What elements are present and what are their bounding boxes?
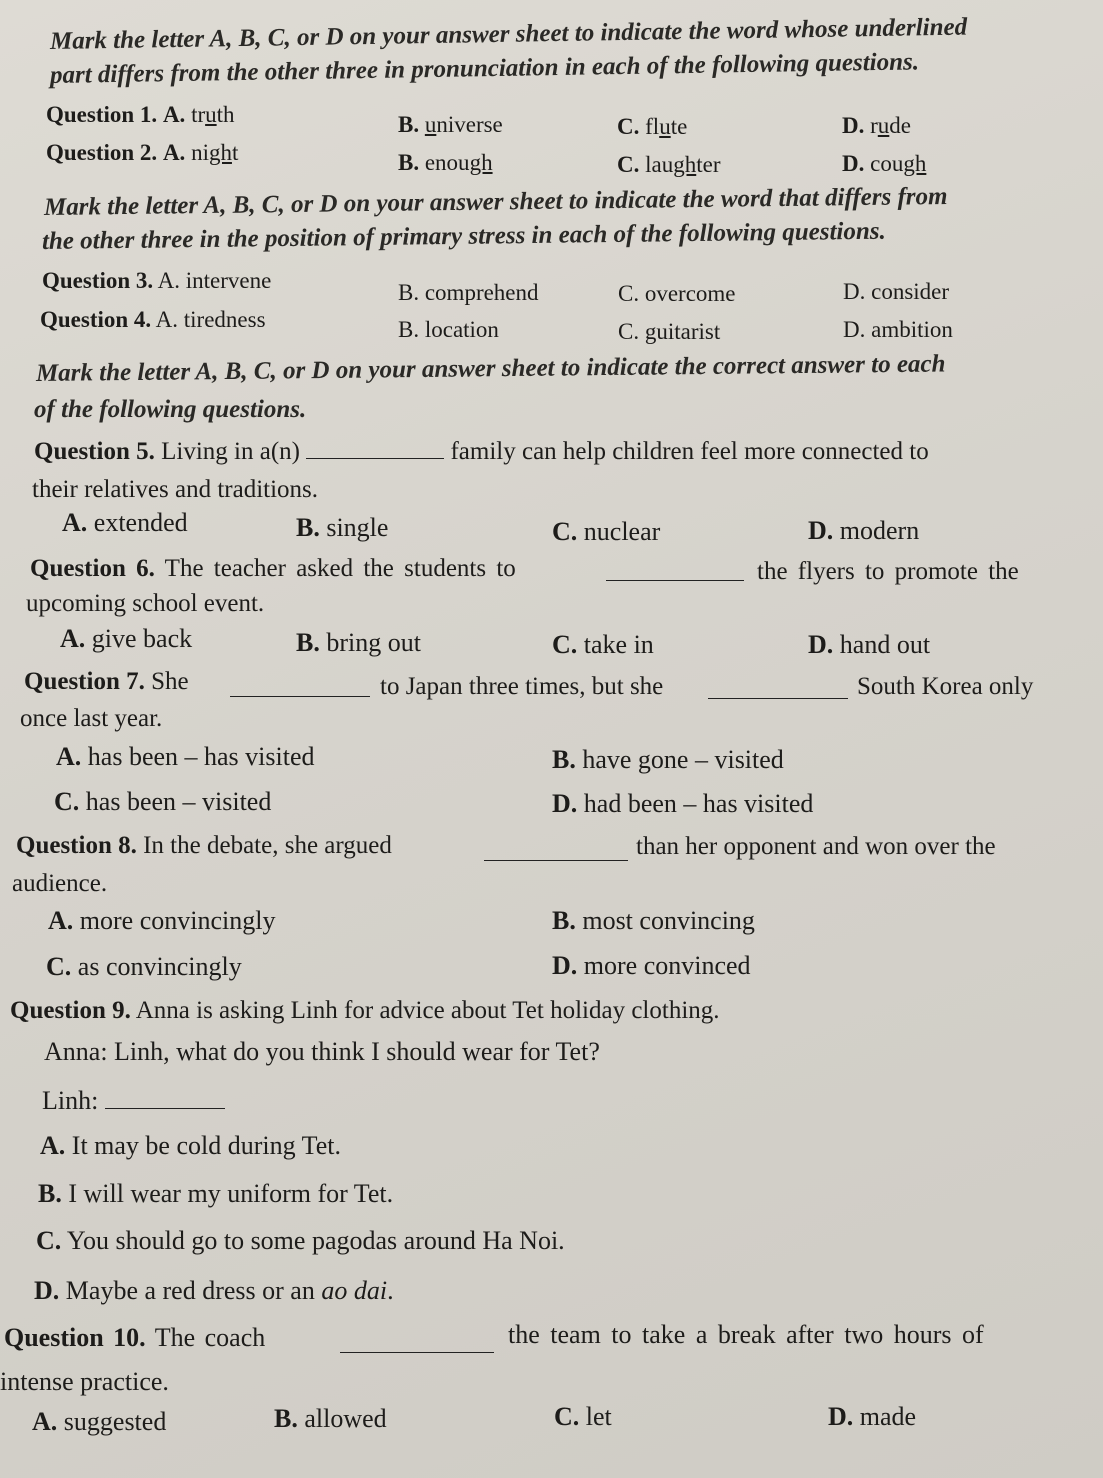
question-4-option-d[interactable]: D. ambition bbox=[843, 317, 953, 342]
question-3-option-b[interactable]: B. comprehend bbox=[398, 280, 539, 305]
question-7-stem: Question 7. She bbox=[24, 668, 189, 695]
question-8-stem-right: than her opponent and won over the bbox=[636, 833, 996, 860]
question-8-stem-cont: audience. bbox=[12, 870, 108, 897]
question-6-option-d[interactable]: D. hand out bbox=[808, 630, 931, 659]
question-8-option-c[interactable]: C. as convincingly bbox=[46, 952, 242, 981]
question-2-option-a[interactable]: night bbox=[191, 140, 239, 165]
question-9-option-b[interactable]: B. I will wear my uniform for Tet. bbox=[38, 1179, 394, 1208]
question-4-option-c[interactable]: C. guitarist bbox=[618, 319, 721, 344]
question-3-row bbox=[42, 268, 271, 294]
question-2-option-d[interactable]: D. cough bbox=[842, 151, 927, 176]
question-5-blank bbox=[306, 458, 444, 459]
question-10-label: Question 10. bbox=[4, 1323, 146, 1352]
question-3-option-d[interactable]: D. consider bbox=[843, 279, 950, 304]
question-10-stem-cont: intense practice. bbox=[0, 1367, 169, 1396]
question-7-blank-1 bbox=[230, 696, 370, 697]
question-4-row bbox=[40, 307, 266, 333]
question-9-option-a[interactable]: A. It may be cold during Tet. bbox=[40, 1131, 341, 1160]
question-10-stem: Question 10. The coach bbox=[4, 1323, 266, 1352]
question-7-blank-2 bbox=[708, 698, 848, 699]
question-8-option-d[interactable]: D. more convinced bbox=[552, 951, 751, 980]
question-4-label: Question 4. bbox=[40, 307, 152, 332]
question-6-stem-right: the flyers to promote the bbox=[757, 558, 1019, 585]
question-7-stem-right: South Korea only bbox=[857, 673, 1034, 700]
instruction-correct-line1: Mark the letter A, B, C, or D on your answer sheet to indicate the correct answer to each bbox=[35, 350, 946, 387]
question-2-label: Question 2. bbox=[46, 140, 158, 165]
question-6-blank bbox=[606, 580, 744, 581]
question-5-stem-cont: their relatives and traditions. bbox=[32, 476, 319, 503]
question-1-row: Question 1. A. truth bbox=[46, 102, 235, 127]
question-9-anna-line: Anna: Linh, what do you think I should wear for Tet? bbox=[44, 1037, 600, 1066]
question-2-option-b[interactable]: B. enough bbox=[398, 150, 493, 175]
question-8-label: Question 8. bbox=[16, 832, 137, 859]
question-1-option-d[interactable]: D. rude bbox=[842, 113, 912, 138]
question-5-option-d[interactable]: D. modern bbox=[808, 516, 920, 545]
question-3-label: Question 3. bbox=[42, 268, 154, 293]
question-10-option-b[interactable]: B. allowed bbox=[274, 1404, 387, 1433]
question-5-stem: Question 5. Living in a(n) family can help children feel more connected to bbox=[34, 438, 929, 465]
question-5-option-a[interactable]: A. extended bbox=[62, 508, 188, 537]
question-7-option-c[interactable]: C. has been – visited bbox=[54, 787, 272, 816]
instruction-pronunciation-line1: Mark the letter A, B, C, or D on your answer sheet to indicate the word whose underlined bbox=[49, 13, 968, 55]
question-2-row: Question 2. A. night bbox=[46, 140, 239, 165]
question-7-option-b[interactable]: B. have gone – visited bbox=[552, 745, 784, 774]
question-9-label: Question 9. bbox=[10, 997, 131, 1024]
question-7-label: Question 7. bbox=[24, 668, 145, 695]
question-7-option-a[interactable]: A. has been – has visited bbox=[56, 742, 315, 771]
question-1-option-a[interactable]: truth bbox=[191, 102, 235, 127]
question-1-option-c[interactable]: C. flute bbox=[617, 114, 688, 139]
question-7-stem-middle: to Japan three times, but she bbox=[380, 673, 664, 700]
instruction-stress-line1: Mark the letter A, B, C, or D on your answer sheet to indicate the word that differs from bbox=[43, 182, 948, 221]
question-10-stem-right: the team to take a break after two hours of bbox=[508, 1320, 984, 1349]
question-7-option-d[interactable]: D. had been – has visited bbox=[552, 789, 814, 818]
instruction-pronunciation-line2: part differs from the other three in pronunciation in each of the following questions. bbox=[49, 48, 920, 89]
question-8-option-b[interactable]: B. most convincing bbox=[552, 906, 755, 935]
question-10-option-c[interactable]: C. let bbox=[554, 1402, 612, 1431]
question-10-blank bbox=[340, 1352, 494, 1353]
question-10-option-a[interactable]: A. suggested bbox=[32, 1407, 167, 1436]
question-9-option-d[interactable]: D. Maybe a red dress or an ao dai. bbox=[34, 1276, 394, 1305]
question-3-option-a[interactable]: A. intervene bbox=[157, 268, 272, 293]
question-8-option-a[interactable]: A. more convincingly bbox=[48, 906, 276, 935]
question-6-option-c[interactable]: C. take in bbox=[552, 630, 654, 659]
question-1-label: Question 1. bbox=[46, 102, 158, 127]
question-9-linh-line: Linh: bbox=[42, 1086, 225, 1116]
question-8-blank bbox=[484, 860, 628, 861]
question-6-stem: Question 6. The teacher asked the students to bbox=[30, 555, 516, 582]
question-1-option-b[interactable]: B. universe bbox=[398, 112, 503, 137]
question-5-option-b[interactable]: B. single bbox=[296, 513, 389, 542]
question-9-blank bbox=[105, 1108, 225, 1109]
question-4-option-a[interactable]: A. tiredness bbox=[155, 307, 266, 332]
question-8-stem: Question 8. In the debate, she argued bbox=[16, 832, 392, 859]
instruction-stress-line2: the other three in the position of primary stress in each of the following questions. bbox=[41, 217, 886, 255]
question-2-option-c[interactable]: C. laughter bbox=[617, 152, 721, 177]
question-10-option-d[interactable]: D. made bbox=[828, 1402, 917, 1431]
question-5-option-c[interactable]: C. nuclear bbox=[552, 517, 661, 546]
question-7-stem-cont: once last year. bbox=[20, 705, 163, 732]
question-6-option-b[interactable]: B. bring out bbox=[296, 628, 421, 657]
question-6-label: Question 6. bbox=[30, 555, 155, 582]
question-5-label: Question 5. bbox=[34, 438, 155, 465]
question-6-stem-cont: upcoming school event. bbox=[26, 590, 265, 617]
question-6-option-a[interactable]: A. give back bbox=[60, 624, 193, 653]
question-9-option-c[interactable]: C. You should go to some pagodas around Ha Noi. bbox=[36, 1226, 565, 1255]
instruction-correct-line2: of the following questions. bbox=[34, 396, 307, 423]
question-4-option-b[interactable]: B. location bbox=[398, 317, 499, 342]
question-3-option-c[interactable]: C. overcome bbox=[618, 281, 736, 306]
question-9-stem: Question 9. Anna is asking Linh for advice about Tet holiday clothing. bbox=[10, 997, 720, 1024]
